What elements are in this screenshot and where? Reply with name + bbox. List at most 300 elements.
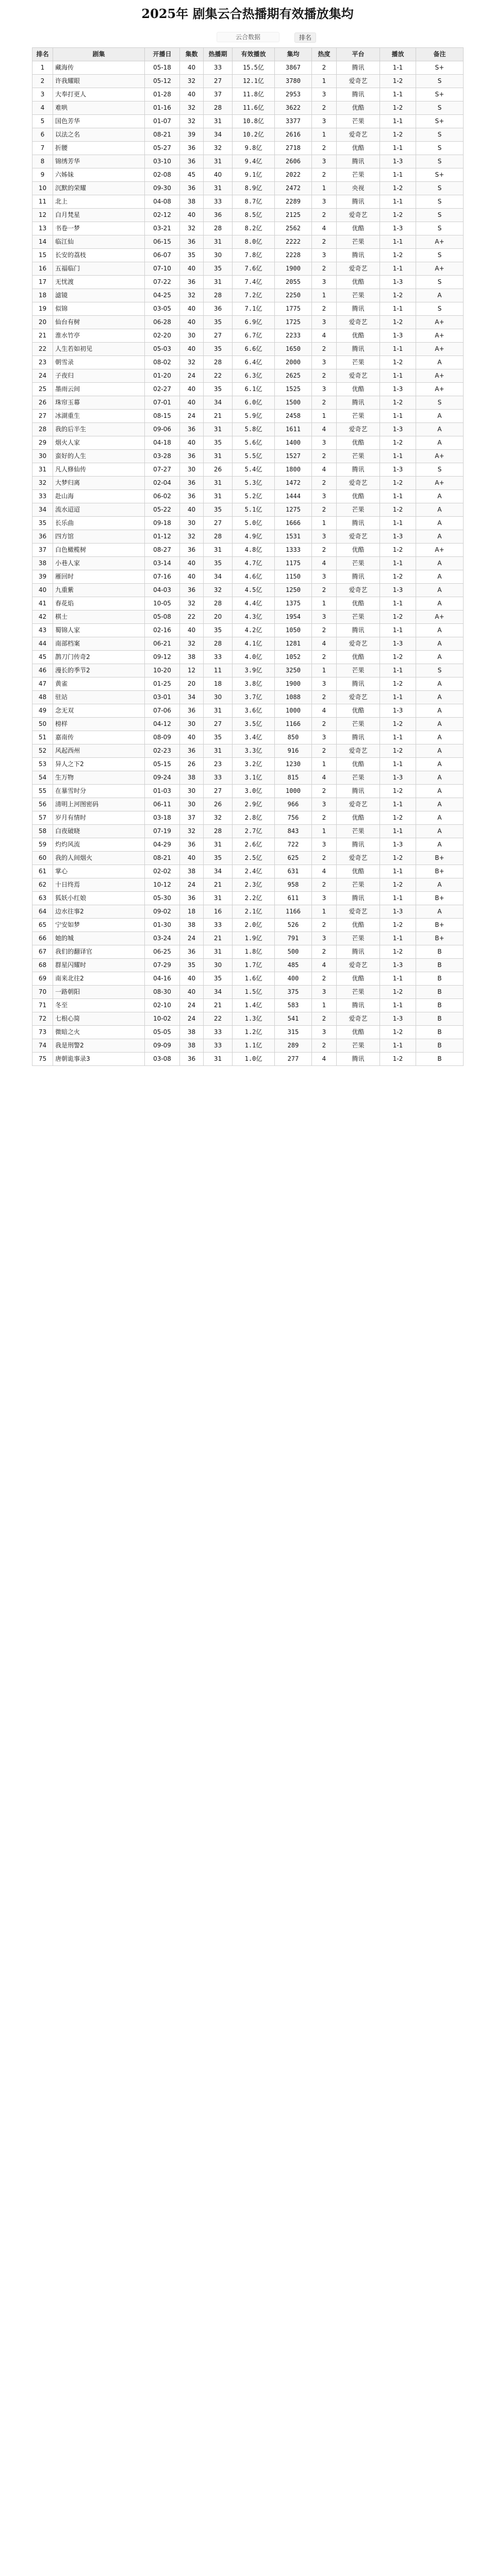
cell-platform: 腾讯 <box>337 517 380 530</box>
cell-note: A <box>416 677 464 691</box>
cell-days: 31 <box>204 423 233 436</box>
cell-rank: 61 <box>32 865 53 878</box>
cell-avg: 2289 <box>275 195 312 209</box>
table-row <box>32 396 464 410</box>
cell-days: 28 <box>204 637 233 651</box>
cell-platform: 优酷 <box>337 544 380 557</box>
cell-title: 十日终焉 <box>53 878 145 892</box>
cell-play: 1-1 <box>380 450 416 463</box>
cell-platform: 爱奇艺 <box>337 530 380 544</box>
cell-episodes: 26 <box>180 758 204 771</box>
cell-views: 12.1亿 <box>233 75 275 88</box>
table-row <box>32 919 464 932</box>
cell-avg: 2233 <box>275 329 312 343</box>
cell-views: 5.0亿 <box>233 517 275 530</box>
cell-play: 1-2 <box>380 75 416 88</box>
table-row <box>32 1053 464 1066</box>
cell-days: 35 <box>204 316 233 329</box>
cell-heat: 1 <box>312 289 337 302</box>
cell-platform: 爱奇艺 <box>337 905 380 919</box>
cell-note: A <box>416 704 464 718</box>
cell-avg: 1175 <box>275 557 312 570</box>
cell-note: A <box>416 436 464 450</box>
cell-heat: 4 <box>312 1053 337 1066</box>
cell-views: 4.7亿 <box>233 557 275 570</box>
table-row <box>32 128 464 142</box>
cell-views: 5.3亿 <box>233 477 275 490</box>
cell-platform: 芒果 <box>337 932 380 945</box>
cell-days: 35 <box>204 731 233 744</box>
cell-note: A <box>416 758 464 771</box>
cell-play: 1-2 <box>380 718 416 731</box>
cell-avg: 1400 <box>275 436 312 450</box>
cell-avg: 791 <box>275 932 312 945</box>
cell-title: 灼灼风流 <box>53 838 145 852</box>
cell-play: 1-1 <box>380 825 416 838</box>
cell-avg: 1525 <box>275 383 312 396</box>
cell-platform: 优酷 <box>337 1026 380 1039</box>
cell-heat: 2 <box>312 168 337 182</box>
cell-avg: 2250 <box>275 289 312 302</box>
cell-date: 03-28 <box>145 450 180 463</box>
cell-avg: 1166 <box>275 905 312 919</box>
cell-platform: 优酷 <box>337 276 380 289</box>
cell-heat: 4 <box>312 865 337 878</box>
rank-tag: 排名 <box>294 32 316 43</box>
cell-heat: 2 <box>312 396 337 410</box>
cell-days: 27 <box>204 517 233 530</box>
table-row <box>32 811 464 825</box>
cell-avg: 485 <box>275 959 312 972</box>
cell-title: 小巷人家 <box>53 557 145 570</box>
cell-note: S <box>416 128 464 142</box>
cell-avg: 1900 <box>275 262 312 276</box>
cell-heat: 4 <box>312 771 337 785</box>
col-header-heat: 热度 <box>312 48 337 61</box>
cell-heat: 3 <box>312 677 337 691</box>
table-row <box>32 999 464 1012</box>
cell-platform: 腾讯 <box>337 302 380 316</box>
cell-date: 07-16 <box>145 570 180 584</box>
cell-days: 33 <box>204 771 233 785</box>
cell-avg: 1954 <box>275 611 312 624</box>
cell-episodes: 40 <box>180 209 204 222</box>
cell-rank: 3 <box>32 88 53 101</box>
cell-heat: 3 <box>312 986 337 999</box>
cell-rank: 42 <box>32 611 53 624</box>
cell-views: 10.2亿 <box>233 128 275 142</box>
cell-avg: 277 <box>275 1053 312 1066</box>
cell-play: 1-1 <box>380 758 416 771</box>
col-header-rank: 排名 <box>32 48 53 61</box>
cell-platform: 芒果 <box>337 410 380 423</box>
cell-rank: 20 <box>32 316 53 329</box>
cell-episodes: 36 <box>180 477 204 490</box>
cell-title: 折腰 <box>53 142 145 155</box>
cell-days: 35 <box>204 557 233 570</box>
col-header-avg: 集均 <box>275 48 312 61</box>
cell-avg: 916 <box>275 744 312 758</box>
cell-title: 人生若如初见 <box>53 343 145 356</box>
cell-title: 白色橄榄树 <box>53 544 145 557</box>
cell-views: 6.1亿 <box>233 383 275 396</box>
cell-play: 1-3 <box>380 276 416 289</box>
cell-episodes: 24 <box>180 369 204 383</box>
cell-avg: 1527 <box>275 450 312 463</box>
col-header-platform: 平台 <box>337 48 380 61</box>
cell-avg: 1166 <box>275 718 312 731</box>
cell-rank: 54 <box>32 771 53 785</box>
cell-note: A+ <box>416 343 464 356</box>
cell-play: 1-1 <box>380 168 416 182</box>
cell-episodes: 40 <box>180 302 204 316</box>
cell-note: S+ <box>416 88 464 101</box>
cell-note: A <box>416 597 464 611</box>
cell-views: 1.3亿 <box>233 1012 275 1026</box>
table-row <box>32 142 464 155</box>
table-row <box>32 463 464 477</box>
cell-note: B+ <box>416 892 464 905</box>
table-row <box>32 262 464 276</box>
cell-note: B <box>416 959 464 972</box>
cell-heat: 2 <box>312 262 337 276</box>
cell-days: 31 <box>204 838 233 852</box>
cell-note: A <box>416 423 464 436</box>
cell-days: 34 <box>204 986 233 999</box>
cell-rank: 52 <box>32 744 53 758</box>
cell-rank: 1 <box>32 61 53 75</box>
cell-platform: 腾讯 <box>337 731 380 744</box>
cell-views: 1.6亿 <box>233 972 275 986</box>
cell-title: 边水往事2 <box>53 905 145 919</box>
cell-rank: 47 <box>32 677 53 691</box>
table-row <box>32 637 464 651</box>
cell-episodes: 36 <box>180 142 204 155</box>
cell-platform: 腾讯 <box>337 61 380 75</box>
cell-days: 37 <box>204 88 233 101</box>
cell-rank: 12 <box>32 209 53 222</box>
cell-episodes: 40 <box>180 396 204 410</box>
cell-episodes: 40 <box>180 436 204 450</box>
cell-avg: 1775 <box>275 302 312 316</box>
cell-days: 31 <box>204 115 233 128</box>
cell-rank: 73 <box>32 1026 53 1039</box>
cell-title: 唐朝诡事录3 <box>53 1053 145 1066</box>
table-row <box>32 704 464 718</box>
col-header-title: 剧集 <box>53 48 145 61</box>
cell-views: 3.3亿 <box>233 744 275 758</box>
cell-title: 南部档案 <box>53 637 145 651</box>
cell-title: 宁安如梦 <box>53 919 145 932</box>
cell-platform: 优酷 <box>337 101 380 115</box>
cell-date: 03-14 <box>145 557 180 570</box>
cell-days: 32 <box>204 142 233 155</box>
cell-episodes: 34 <box>180 691 204 704</box>
table-row <box>32 798 464 811</box>
cell-date: 09-30 <box>145 182 180 195</box>
cell-views: 4.4亿 <box>233 597 275 611</box>
cell-days: 35 <box>204 262 233 276</box>
table-row <box>32 302 464 316</box>
cell-heat: 3 <box>312 276 337 289</box>
cell-platform: 优酷 <box>337 704 380 718</box>
cell-views: 5.9亿 <box>233 410 275 423</box>
cell-platform: 腾讯 <box>337 945 380 959</box>
cell-platform: 爱奇艺 <box>337 209 380 222</box>
cell-views: 11.8亿 <box>233 88 275 101</box>
cell-platform: 芒果 <box>337 356 380 369</box>
cell-views: 1.0亿 <box>233 1053 275 1066</box>
cell-title: 蜀锦人家 <box>53 624 145 637</box>
cell-views: 1.7亿 <box>233 959 275 972</box>
table-row <box>32 691 464 704</box>
cell-date: 10-12 <box>145 878 180 892</box>
cell-days: 31 <box>204 892 233 905</box>
cell-days: 36 <box>204 302 233 316</box>
cell-days: 35 <box>204 624 233 637</box>
cell-play: 1-3 <box>380 463 416 477</box>
cell-title: 驻站 <box>53 691 145 704</box>
cell-heat: 3 <box>312 731 337 744</box>
cell-views: 2.4亿 <box>233 865 275 878</box>
cell-platform: 爱奇艺 <box>337 75 380 88</box>
cell-title: 子夜归 <box>53 369 145 383</box>
cell-rank: 18 <box>32 289 53 302</box>
cell-days: 34 <box>204 570 233 584</box>
cell-note: B <box>416 972 464 986</box>
cell-note: A+ <box>416 262 464 276</box>
cell-rank: 50 <box>32 718 53 731</box>
cell-title: 朝雪录 <box>53 356 145 369</box>
cell-platform: 芒果 <box>337 878 380 892</box>
cell-heat: 4 <box>312 557 337 570</box>
cell-note: S <box>416 302 464 316</box>
cell-rank: 9 <box>32 168 53 182</box>
cell-play: 1-3 <box>380 771 416 785</box>
cell-views: 2.1亿 <box>233 905 275 919</box>
cell-title: 我的人间烟火 <box>53 852 145 865</box>
cell-days: 35 <box>204 852 233 865</box>
cell-days: 31 <box>204 235 233 249</box>
cell-date: 01-30 <box>145 919 180 932</box>
cell-title: 异人之下2 <box>53 758 145 771</box>
cell-note: A <box>416 503 464 517</box>
cell-play: 1-2 <box>380 744 416 758</box>
cell-views: 2.3亿 <box>233 878 275 892</box>
cell-date: 03-01 <box>145 691 180 704</box>
cell-rank: 4 <box>32 101 53 115</box>
cell-note: A <box>416 905 464 919</box>
cell-views: 8.0亿 <box>233 235 275 249</box>
cell-views: 2.7亿 <box>233 825 275 838</box>
cell-title: 她的城 <box>53 932 145 945</box>
cell-days: 22 <box>204 1012 233 1026</box>
cell-views: 3.0亿 <box>233 785 275 798</box>
cell-note: S <box>416 155 464 168</box>
table-row <box>32 168 464 182</box>
cell-heat: 2 <box>312 1012 337 1026</box>
cell-days: 31 <box>204 945 233 959</box>
cell-title: 四方馆 <box>53 530 145 544</box>
cell-rank: 5 <box>32 115 53 128</box>
cell-play: 1-3 <box>380 584 416 597</box>
cell-days: 28 <box>204 530 233 544</box>
cell-rank: 64 <box>32 905 53 919</box>
cell-episodes: 40 <box>180 557 204 570</box>
cell-platform: 爱奇艺 <box>337 637 380 651</box>
cell-episodes: 35 <box>180 959 204 972</box>
cell-views: 3.6亿 <box>233 704 275 718</box>
cell-episodes: 40 <box>180 88 204 101</box>
table-row <box>32 450 464 463</box>
cell-rank: 74 <box>32 1039 53 1053</box>
cell-play: 1-2 <box>380 785 416 798</box>
cell-views: 7.4亿 <box>233 276 275 289</box>
cell-play: 1-1 <box>380 999 416 1012</box>
cell-date: 02-16 <box>145 624 180 637</box>
cell-episodes: 36 <box>180 490 204 503</box>
cell-title: 白夜破晓 <box>53 825 145 838</box>
cell-note: S <box>416 463 464 477</box>
cell-days: 22 <box>204 369 233 383</box>
cell-platform: 腾讯 <box>337 155 380 168</box>
cell-views: 15.5亿 <box>233 61 275 75</box>
cell-title: 珠帘玉幕 <box>53 396 145 410</box>
cell-title: 我的后半生 <box>53 423 145 436</box>
cell-heat: 3 <box>312 798 337 811</box>
cell-platform: 芒果 <box>337 289 380 302</box>
cell-days: 16 <box>204 905 233 919</box>
cell-title: 无忧渡 <box>53 276 145 289</box>
cell-platform: 芒果 <box>337 557 380 570</box>
cell-date: 06-21 <box>145 637 180 651</box>
table-row <box>32 785 464 798</box>
cell-heat: 2 <box>312 624 337 637</box>
cell-views: 4.8亿 <box>233 544 275 557</box>
ranking-table <box>32 47 464 1066</box>
cell-days: 31 <box>204 1053 233 1066</box>
cell-episodes: 30 <box>180 329 204 343</box>
cell-avg: 850 <box>275 731 312 744</box>
cell-play: 1-3 <box>380 530 416 544</box>
table-row <box>32 383 464 396</box>
col-header-note: 备注 <box>416 48 464 61</box>
table-row <box>32 369 464 383</box>
cell-date: 02-20 <box>145 329 180 343</box>
table-row <box>32 865 464 878</box>
cell-date: 09-12 <box>145 651 180 664</box>
cell-episodes: 36 <box>180 1053 204 1066</box>
cell-date: 09-06 <box>145 423 180 436</box>
cell-episodes: 36 <box>180 423 204 436</box>
cell-episodes: 36 <box>180 584 204 597</box>
cell-heat: 2 <box>312 503 337 517</box>
cell-note: S <box>416 249 464 262</box>
cell-avg: 2458 <box>275 410 312 423</box>
cell-avg: 1666 <box>275 517 312 530</box>
cell-date: 04-25 <box>145 289 180 302</box>
cell-heat: 3 <box>312 570 337 584</box>
cell-heat: 2 <box>312 691 337 704</box>
cell-avg: 1444 <box>275 490 312 503</box>
cell-rank: 31 <box>32 463 53 477</box>
cell-note: B+ <box>416 852 464 865</box>
table-row <box>32 410 464 423</box>
cell-date: 05-15 <box>145 758 180 771</box>
table-row <box>32 155 464 168</box>
cell-episodes: 24 <box>180 1012 204 1026</box>
cell-avg: 958 <box>275 878 312 892</box>
cell-platform: 优酷 <box>337 490 380 503</box>
cell-rank: 14 <box>32 235 53 249</box>
cell-date: 08-15 <box>145 410 180 423</box>
col-header-days: 热播期 <box>204 48 233 61</box>
cell-title: 淮水竹亭 <box>53 329 145 343</box>
cell-rank: 70 <box>32 986 53 999</box>
cell-views: 10.8亿 <box>233 115 275 128</box>
table-row <box>32 356 464 369</box>
cell-play: 1-3 <box>380 637 416 651</box>
cell-date: 07-10 <box>145 262 180 276</box>
table-row <box>32 758 464 771</box>
cell-episodes: 30 <box>180 517 204 530</box>
cell-note: A+ <box>416 316 464 329</box>
cell-date: 05-27 <box>145 142 180 155</box>
table-row <box>32 182 464 195</box>
cell-avg: 1611 <box>275 423 312 436</box>
cell-play: 1-2 <box>380 209 416 222</box>
cell-title: 流水迢迢 <box>53 503 145 517</box>
table-row <box>32 517 464 530</box>
cell-episodes: 12 <box>180 664 204 677</box>
cell-episodes: 32 <box>180 75 204 88</box>
cell-platform: 优酷 <box>337 651 380 664</box>
table-row <box>32 249 464 262</box>
cell-date: 07-22 <box>145 276 180 289</box>
cell-date: 08-27 <box>145 544 180 557</box>
cell-days: 36 <box>204 209 233 222</box>
cell-play: 1-2 <box>380 986 416 999</box>
cell-rank: 66 <box>32 932 53 945</box>
cell-title: 嘉南传 <box>53 731 145 744</box>
cell-episodes: 32 <box>180 222 204 235</box>
cell-date: 01-12 <box>145 530 180 544</box>
cell-rank: 16 <box>32 262 53 276</box>
cell-platform: 腾讯 <box>337 785 380 798</box>
cell-heat: 4 <box>312 704 337 718</box>
cell-episodes: 32 <box>180 356 204 369</box>
cell-title: 七根心简 <box>53 1012 145 1026</box>
cell-days: 31 <box>204 744 233 758</box>
cell-title: 黄雀 <box>53 677 145 691</box>
cell-rank: 30 <box>32 450 53 463</box>
cell-heat: 1 <box>312 758 337 771</box>
table-row <box>32 61 464 75</box>
cell-days: 33 <box>204 1039 233 1053</box>
cell-episodes: 36 <box>180 838 204 852</box>
cell-heat: 3 <box>312 490 337 503</box>
cell-heat: 3 <box>312 115 337 128</box>
cell-note: A <box>416 691 464 704</box>
cell-play: 1-2 <box>380 919 416 932</box>
cell-platform: 腾讯 <box>337 892 380 905</box>
cell-play: 1-2 <box>380 852 416 865</box>
cell-avg: 2953 <box>275 88 312 101</box>
cell-days: 33 <box>204 1026 233 1039</box>
cell-episodes: 30 <box>180 463 204 477</box>
cell-views: 4.0亿 <box>233 651 275 664</box>
cell-title: 五福临门 <box>53 262 145 276</box>
